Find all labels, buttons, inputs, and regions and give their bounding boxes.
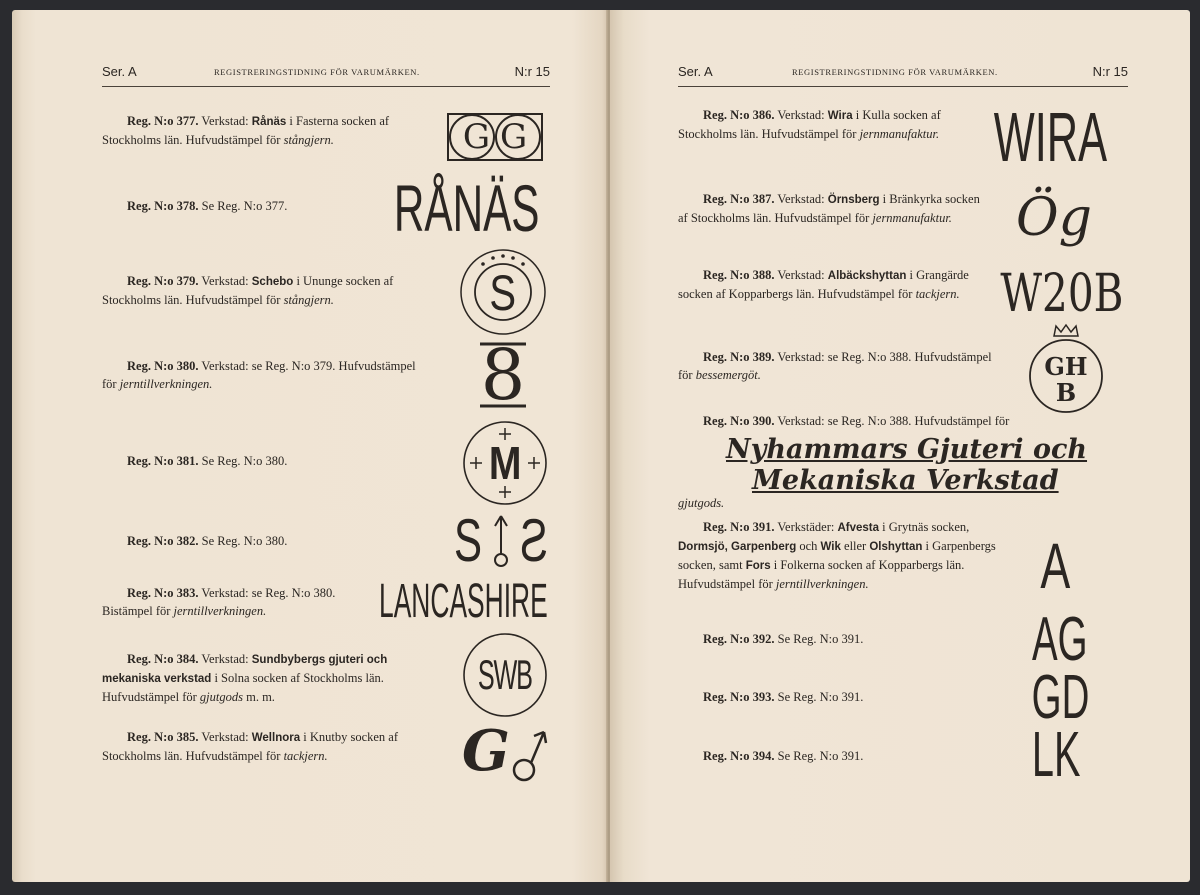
right-page-header	[678, 64, 1128, 84]
mark-text-gd: GD	[1031, 662, 1089, 732]
mark-text-s: S	[489, 265, 517, 321]
entry-381: Reg. N:o 381. Se Reg. N:o 380.	[127, 454, 288, 468]
trademark-392	[1010, 604, 1110, 674]
trademark-391	[1020, 530, 1090, 602]
mark-text-g-script: G	[462, 718, 510, 784]
mark-text-lk: LK	[1031, 718, 1081, 790]
mark-text-b: B	[1055, 378, 1077, 407]
right-page	[610, 10, 1190, 882]
trademark-385	[458, 718, 552, 786]
trademark-389	[1026, 322, 1106, 414]
mark-text-nyhammars-line1: Nyhammars Gjuteri och	[726, 434, 1088, 465]
running-title: REGISTRERINGSTIDNING FÖR VARUMÄRKEN.	[214, 67, 420, 77]
trademark-388	[992, 262, 1132, 326]
header-rule	[102, 86, 550, 87]
trademark-386	[980, 98, 1120, 176]
entry-394: Reg. N:o 394. Se Reg. N:o 391.	[703, 749, 864, 763]
trademark-390	[700, 430, 1120, 500]
mark-text-w20b: W20B	[1000, 264, 1124, 324]
trademark-380	[470, 334, 536, 416]
header-rule	[678, 86, 1128, 87]
entry-388: Reg. N:o 388. Verkstad: Albäckshyttan i Grangärde socken af Kopparbergs län. Hufvudstämpel för tackjern.	[678, 268, 969, 301]
mark-text-s-right: S	[519, 507, 548, 574]
entry-380: Reg. N:o 380. Verkstad: se Reg. N:o 379. Hufvudstämpel för jerntillverkningen.	[102, 359, 416, 391]
entry-389: Reg. N:o 389. Verkstad: se Reg. N:o 388. Hufvudstämpel för bessemergöt.	[678, 350, 992, 382]
trademark-378	[382, 171, 552, 245]
mark-text-m: M	[488, 437, 522, 489]
trademark-394	[1006, 718, 1106, 790]
mark-text-a: A	[1040, 530, 1070, 602]
series-label: Ser. A	[102, 64, 137, 79]
mark-text-eight: 8	[480, 334, 526, 416]
trademark-383	[372, 572, 554, 630]
arrow-circle-icon	[491, 514, 511, 570]
entry-390: Reg. N:o 390. Verkstad: se Reg. N:o 388. Hufvudstämpel för	[703, 414, 1010, 428]
left-page-header	[102, 64, 550, 84]
mark-text-ag: AG	[1032, 604, 1088, 674]
entry-391: Reg. N:o 391. Verkstäder: Afvesta i Grytnäs socken, Dormsjö, Garpenberg och Wik eller Olshyttan i Garpenbergs socken, samt Fors i Folkerna socken af Kopparbergs län. Hufvudstämpel för jerntillverkningen.	[678, 520, 996, 591]
mark-text-swb: SWB	[478, 651, 532, 698]
entry-390-gjutgods: gjutgods.	[678, 496, 725, 510]
entry-393: Reg. N:o 393. Se Reg. N:o 391.	[703, 690, 864, 704]
entry-386: Reg. N:o 386. Verkstad: Wira i Kulla socken af Stockholms län. Hufvudstämpel för jernmanufaktur.	[678, 108, 941, 141]
male-symbol-icon	[510, 726, 550, 784]
entry-385: Reg. N:o 385. Verkstad: Wellnora i Knutby socken af Stockholms län. Hufvudstämpel för tackjern.	[102, 730, 399, 763]
entry-382: Reg. N:o 382. Se Reg. N:o 380.	[127, 534, 288, 548]
mark-text-s-left: S	[454, 507, 483, 574]
mark-text-gg: GG	[462, 117, 538, 157]
mark-text-lancashire: LANCASHIRE	[378, 574, 548, 628]
running-title: REGISTRERINGSTIDNING FÖR VARUMÄRKEN.	[792, 67, 998, 77]
mark-text-wira: WIRA	[993, 98, 1107, 176]
issue-number: N:r 15	[514, 64, 550, 79]
mark-text-gh: GH	[1044, 352, 1088, 381]
trademark-384	[462, 632, 548, 718]
mark-text-ranas: RÅNÄS	[394, 171, 540, 245]
trademark-377	[442, 108, 548, 166]
entry-384: Reg. N:o 384. Verkstad: Sundbybergs gjuteri och mekaniska verkstad i Solna socken af Stockholms län. Hufvudstämpel för gjutgods m. m.	[102, 652, 388, 704]
entry-378: Reg. N:o 378. Se Reg. N:o 377.	[127, 199, 288, 213]
entry-392: Reg. N:o 392. Se Reg. N:o 391.	[703, 632, 864, 646]
entry-379: Reg. N:o 379. Verkstad: Schebo i Ununge socken af Stockholms län. Hufvudstämpel för stångjern.	[102, 274, 394, 307]
mark-text-nyhammars-line2: Mekaniska Verkstad	[752, 465, 1059, 496]
trademark-379	[458, 246, 548, 336]
trademark-387	[1014, 178, 1094, 258]
entry-383: Reg. N:o 383. Verkstad: se Reg. N:o 380. Bistämpel för jerntillverkningen.	[102, 586, 336, 618]
book-spread	[12, 10, 1190, 882]
issue-number: N:r 15	[1092, 64, 1128, 79]
left-page	[12, 10, 608, 882]
trademark-381	[462, 420, 548, 506]
entry-387: Reg. N:o 387. Verkstad: Örnsberg i Bränkyrka socken af Stockholms län. Hufvudstämpel för jernmanufaktur.	[678, 192, 980, 225]
mark-text-og: Ög	[1016, 188, 1092, 248]
trademark-382	[452, 507, 550, 574]
entry-377: Reg. N:o 377. Verkstad: Rånäs i Fasterna socken af Stockholms län. Hufvudstämpel för stångjern.	[102, 114, 390, 147]
series-label: Ser. A	[678, 64, 713, 79]
